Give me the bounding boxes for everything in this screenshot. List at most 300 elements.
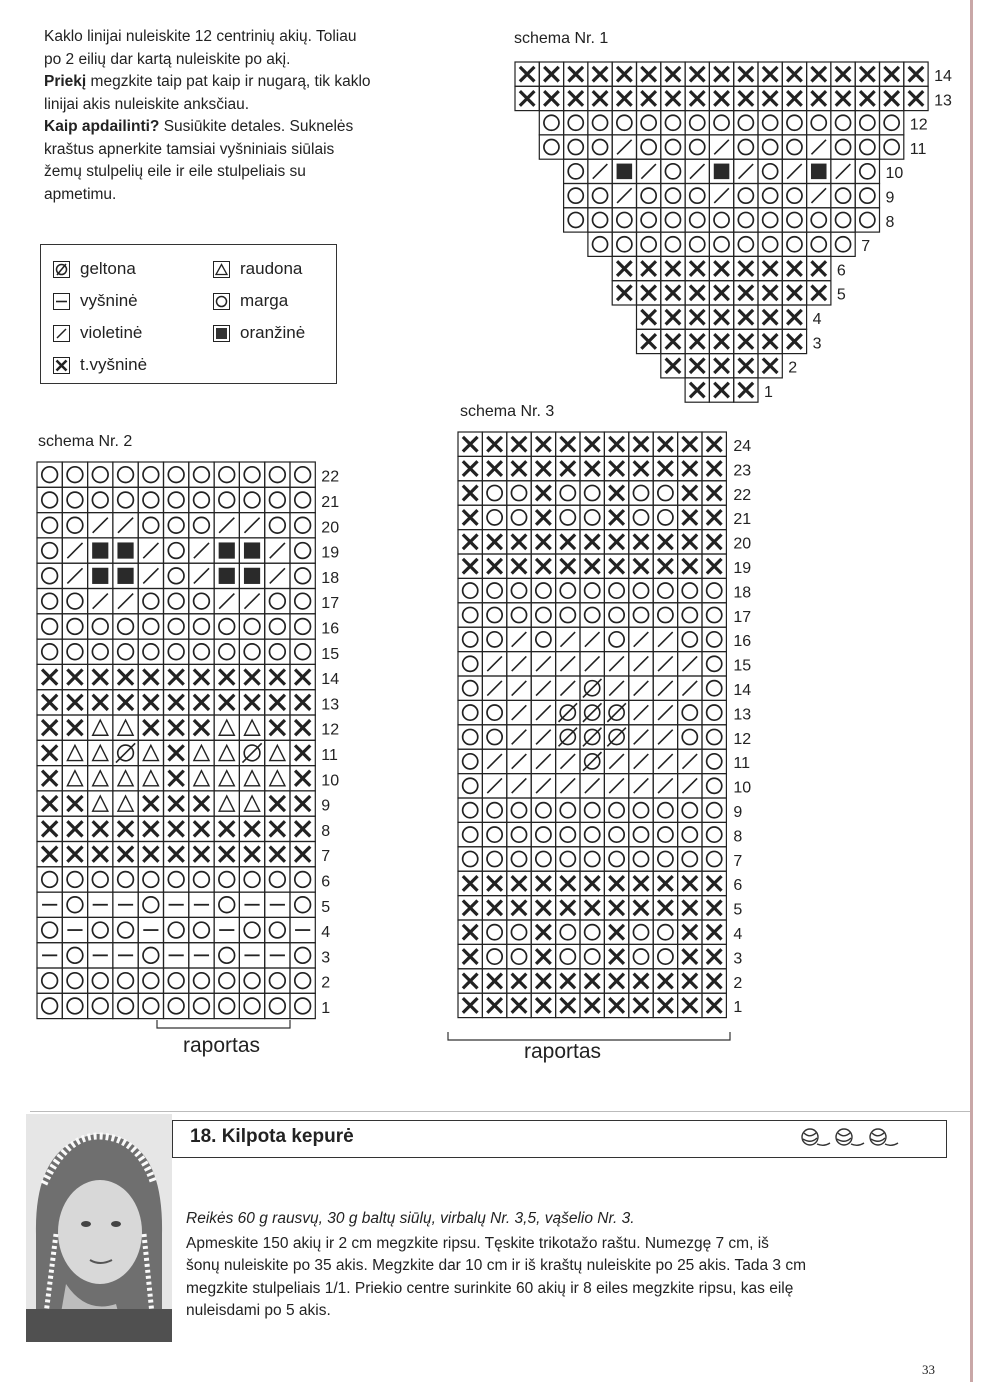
circle-cell — [629, 944, 653, 968]
cross-cell — [290, 715, 315, 740]
schema3-row-number: 20 — [733, 535, 752, 553]
circle-cell — [482, 847, 506, 871]
cross-cell — [138, 715, 163, 740]
cross-cell — [556, 896, 580, 920]
dash-cell — [214, 917, 239, 942]
circle-cell — [653, 847, 677, 871]
cross-cell — [458, 920, 482, 944]
cross-cell — [265, 842, 290, 867]
circle-cell — [88, 487, 113, 512]
slash-cell — [653, 676, 677, 700]
triangle-cell — [113, 766, 138, 791]
circle-cell — [507, 603, 531, 627]
slash-cell — [629, 749, 653, 773]
diag-circle-cell — [580, 676, 604, 700]
filled-cell — [214, 563, 239, 588]
slash-cell — [629, 725, 653, 749]
triangle-cell — [138, 766, 163, 791]
schema3-row-number: 3 — [733, 950, 743, 968]
cross-cell — [164, 842, 189, 867]
legend-label: vyšninė — [80, 291, 138, 310]
cross-cell — [290, 791, 315, 816]
schema2-row — [37, 639, 339, 664]
slash-cell — [531, 725, 555, 749]
cross-cell — [482, 896, 506, 920]
slash-cell — [580, 652, 604, 676]
child-hat-photo — [26, 1114, 172, 1342]
circle-cell — [37, 563, 62, 588]
cross-cell — [239, 690, 264, 715]
circle-cell — [604, 627, 628, 651]
slash-cell — [62, 563, 87, 588]
circle-cell — [807, 208, 831, 232]
circle-cell — [629, 505, 653, 529]
cross-cell — [164, 664, 189, 689]
cross-cell — [678, 993, 702, 1017]
diag-circle-cell — [556, 700, 580, 724]
legend-label: violetinė — [80, 323, 143, 342]
slash-cell — [113, 513, 138, 538]
slash-cell — [507, 700, 531, 724]
schema2-raportas-label: raportas — [183, 1034, 261, 1057]
circle-cell — [138, 513, 163, 538]
schema2-row — [37, 563, 339, 588]
cross-cell — [702, 554, 726, 578]
cross-cell — [62, 842, 87, 867]
cross-cell — [556, 993, 580, 1017]
cross-cell — [88, 664, 113, 689]
cross-cell — [653, 432, 677, 456]
cross-cell — [678, 481, 702, 505]
schema3-row-number: 22 — [733, 486, 752, 504]
slash-cell — [678, 749, 702, 773]
circle-cell — [507, 798, 531, 822]
instructions-line: megzkite stulpeliais 1/1. Priekio centre surinkite 60 akių ir 8 eiles megzkite ripsu, kas eilę — [186, 1279, 794, 1297]
triangle-cell — [88, 740, 113, 765]
schema3-row — [458, 847, 742, 871]
cross-cell — [653, 554, 677, 578]
schema2-row — [37, 791, 330, 816]
cross-cell — [653, 456, 677, 480]
schema3-row-number: 12 — [733, 730, 752, 748]
dash-cell — [189, 943, 214, 968]
schema1-row-number: 3 — [812, 335, 822, 353]
slash-cell — [265, 563, 290, 588]
circle-cell — [531, 627, 555, 651]
slash-cell — [138, 563, 163, 588]
dash-cell — [37, 892, 62, 917]
schema2-row-number: 11 — [321, 747, 338, 765]
circle-cell — [702, 847, 726, 871]
slash-cell — [678, 652, 702, 676]
cross-cell — [290, 816, 315, 841]
filled-cell — [239, 538, 264, 563]
cross-cell — [653, 969, 677, 993]
cross-cell — [239, 664, 264, 689]
cross-cell — [164, 740, 189, 765]
cross-cell — [702, 871, 726, 895]
cross-cell — [138, 842, 163, 867]
circle-cell — [482, 627, 506, 651]
cross-cell — [678, 505, 702, 529]
circle-cell — [265, 639, 290, 664]
circle-cell — [702, 798, 726, 822]
circle-cell — [604, 847, 628, 871]
circle-cell — [855, 135, 879, 159]
circle-cell — [37, 968, 62, 993]
cross-cell — [531, 944, 555, 968]
circle-cell — [214, 614, 239, 639]
schema3-row — [458, 822, 742, 846]
schema2-row-number: 15 — [321, 645, 340, 663]
circle-cell — [458, 774, 482, 798]
diag-circle-cell — [604, 700, 628, 724]
circle-cell — [290, 867, 315, 892]
circle-cell — [556, 798, 580, 822]
circle-cell — [458, 798, 482, 822]
cross-cell — [531, 456, 555, 480]
cross-cell — [189, 816, 214, 841]
circle-cell — [653, 920, 677, 944]
circle-cell — [458, 578, 482, 602]
dash-cell — [265, 943, 290, 968]
cross-cell — [653, 896, 677, 920]
schema2-row-number: 14 — [321, 671, 340, 689]
circle-cell — [855, 111, 879, 135]
circle-cell — [556, 481, 580, 505]
schema2-chart — [0, 0, 440, 1070]
cross-cell — [604, 530, 628, 554]
circle-cell — [290, 538, 315, 563]
cross-cell — [482, 432, 506, 456]
circle-cell — [702, 627, 726, 651]
circle-cell — [189, 487, 214, 512]
schema3-row-number: 10 — [733, 779, 752, 797]
schema3-row — [458, 700, 751, 724]
circle-cell — [189, 513, 214, 538]
cross-cell — [265, 791, 290, 816]
circle-cell — [113, 639, 138, 664]
circle-cell — [239, 867, 264, 892]
circle-cell — [164, 614, 189, 639]
cross-cell — [702, 920, 726, 944]
circle-cell — [831, 208, 855, 232]
cross-cell — [37, 664, 62, 689]
instructions-line: nuleisdami po 5 akis. — [186, 1302, 331, 1319]
schema3-row-number: 19 — [733, 560, 752, 578]
schema1-row-number: 4 — [812, 310, 822, 328]
circle-cell — [37, 513, 62, 538]
circle-cell — [113, 487, 138, 512]
triangle-cell — [265, 740, 290, 765]
schema3-row — [458, 432, 751, 456]
schema2-row — [37, 614, 339, 639]
schema3-row-number: 17 — [733, 608, 752, 626]
circle-cell — [458, 822, 482, 846]
cross-cell — [807, 62, 831, 86]
circle-cell — [164, 917, 189, 942]
cross-cell — [556, 871, 580, 895]
circle-cell — [62, 462, 87, 487]
intro-line: Kaklo linijai nuleiskite 12 centrinių akių. Toliau — [44, 28, 357, 45]
cross-cell — [62, 816, 87, 841]
cross-cell — [458, 896, 482, 920]
slash-cell — [653, 725, 677, 749]
slash-cell — [831, 159, 855, 183]
circle-cell — [113, 462, 138, 487]
circle-cell — [214, 867, 239, 892]
cross-cell — [290, 664, 315, 689]
circle-cell — [62, 968, 87, 993]
circle-cell — [164, 968, 189, 993]
circle-cell — [189, 968, 214, 993]
slash-cell — [113, 589, 138, 614]
cross-cell — [531, 481, 555, 505]
cross-cell — [214, 690, 239, 715]
circle-cell — [138, 614, 163, 639]
circle-cell — [702, 749, 726, 773]
circle-cell — [807, 111, 831, 135]
cross-cell — [629, 432, 653, 456]
slash-cell — [531, 774, 555, 798]
schema3-row-number: 15 — [733, 657, 752, 675]
legend-label: oranžinė — [240, 323, 306, 342]
schema2-row — [37, 867, 330, 892]
schema2-row-number: 5 — [321, 898, 331, 916]
slash-cell — [807, 135, 831, 159]
schema3-row-number: 14 — [733, 682, 752, 700]
cross-cell — [580, 554, 604, 578]
cross-cell — [189, 791, 214, 816]
cross-cell — [580, 871, 604, 895]
circle-cell — [239, 968, 264, 993]
cross-cell — [604, 871, 628, 895]
cross-cell — [880, 62, 904, 86]
circle-cell — [482, 603, 506, 627]
slash-cell — [482, 652, 506, 676]
triangle-cell — [62, 740, 87, 765]
cross-cell — [556, 554, 580, 578]
cross-cell — [164, 690, 189, 715]
circle-cell — [831, 184, 855, 208]
circle-cell — [458, 676, 482, 700]
slash-cell — [604, 774, 628, 798]
circle-cell — [290, 943, 315, 968]
slash-cell — [507, 676, 531, 700]
circle-cell — [604, 822, 628, 846]
circle-cell — [831, 135, 855, 159]
circle-cell — [604, 603, 628, 627]
circle-cell — [507, 847, 531, 871]
circle-cell — [265, 614, 290, 639]
circle-cell — [62, 867, 87, 892]
circle-cell — [88, 968, 113, 993]
triangle-cell — [113, 791, 138, 816]
slash-cell — [507, 725, 531, 749]
slash-cell — [531, 652, 555, 676]
triangle-cell — [62, 766, 87, 791]
circle-cell — [556, 505, 580, 529]
slash-cell — [531, 749, 555, 773]
schema2-row-number: 12 — [321, 721, 340, 739]
diag-circle-cell — [556, 725, 580, 749]
slash-cell — [653, 652, 677, 676]
cross-cell — [678, 944, 702, 968]
slash-cell — [189, 563, 214, 588]
dash-cell — [88, 892, 113, 917]
circle-cell — [189, 614, 214, 639]
cross-cell — [265, 690, 290, 715]
schema3-raportas-bracket — [448, 1032, 730, 1040]
circle-cell — [290, 614, 315, 639]
circle-cell — [62, 614, 87, 639]
circle-cell — [678, 700, 702, 724]
slash-cell — [653, 774, 677, 798]
schema2-row-number: 22 — [321, 468, 340, 486]
circle-cell — [265, 993, 290, 1018]
schema2-row-number: 17 — [321, 595, 340, 613]
circle-cell — [702, 603, 726, 627]
diag-circle-cell — [580, 700, 604, 724]
cross-cell — [458, 554, 482, 578]
schema2-row-number: 6 — [321, 873, 331, 891]
filled-cell — [88, 563, 113, 588]
cross-cell — [604, 896, 628, 920]
cross-cell — [629, 456, 653, 480]
schema1-row-number: 11 — [909, 140, 927, 158]
slash-cell — [556, 652, 580, 676]
schema3-row — [458, 993, 742, 1017]
schema2-row-number: 21 — [321, 494, 340, 512]
cross-cell — [831, 86, 855, 110]
circle-cell — [189, 993, 214, 1018]
circle-cell — [556, 822, 580, 846]
cross-cell — [653, 993, 677, 1017]
slash-cell — [88, 589, 113, 614]
cross-cell — [37, 740, 62, 765]
circle-cell — [458, 627, 482, 651]
circle-cell — [678, 603, 702, 627]
circle-cell — [507, 578, 531, 602]
yarn-balls-icon — [800, 1126, 900, 1150]
cross-cell — [239, 842, 264, 867]
schema2-row — [37, 462, 339, 487]
slash-cell — [580, 627, 604, 651]
circle-cell — [678, 627, 702, 651]
circle-cell — [678, 847, 702, 871]
circle-cell — [214, 993, 239, 1018]
intro-front-heading: Priekį — [44, 73, 87, 90]
circle-cell — [458, 847, 482, 871]
schema3-row — [458, 871, 742, 895]
diag-circle-cell — [580, 749, 604, 773]
schema3-row — [458, 920, 742, 944]
intro-line: linijai akis nuleiskite anksčiau. — [44, 95, 250, 113]
legend-label: raudona — [240, 259, 303, 278]
circle-cell — [113, 614, 138, 639]
slash-cell — [214, 513, 239, 538]
circle-cell — [653, 578, 677, 602]
circle-cell — [138, 639, 163, 664]
cross-cell — [702, 505, 726, 529]
slash-cell — [629, 700, 653, 724]
circle-cell — [580, 920, 604, 944]
circle-cell — [629, 822, 653, 846]
cross-cell — [113, 816, 138, 841]
cross-cell — [88, 816, 113, 841]
schema2-row — [37, 715, 339, 740]
cross-cell — [702, 481, 726, 505]
circle-cell — [265, 968, 290, 993]
circle-cell — [556, 603, 580, 627]
circle-cell — [37, 589, 62, 614]
schema3-row-number: 9 — [733, 804, 743, 822]
cross-cell — [807, 86, 831, 110]
schema3-row-number: 23 — [733, 462, 752, 480]
circle-cell — [290, 589, 315, 614]
slash-cell — [138, 538, 163, 563]
cross-cell — [604, 993, 628, 1017]
instructions-line: šonų nuleiskite po 35 akis. Megzkite dar 10 cm ir iš kraštų nuleiskite po 25 akis. Tada 3 cm — [186, 1257, 807, 1274]
schema1-row-number: 6 — [836, 262, 846, 280]
circle-cell — [556, 847, 580, 871]
circle-cell — [458, 749, 482, 773]
dash-cell — [189, 892, 214, 917]
cross-cell — [629, 871, 653, 895]
cross-cell — [678, 920, 702, 944]
circle-cell — [507, 944, 531, 968]
circle-cell — [629, 847, 653, 871]
circle-cell — [164, 639, 189, 664]
circle-cell — [164, 867, 189, 892]
schema2-row-number: 4 — [321, 924, 331, 942]
schema3-row — [458, 481, 751, 505]
slash-cell — [629, 627, 653, 651]
circle-cell — [653, 505, 677, 529]
circle-cell — [507, 505, 531, 529]
circle-cell — [62, 487, 87, 512]
cross-cell — [531, 969, 555, 993]
schema3-row — [458, 896, 742, 920]
circle-cell — [653, 798, 677, 822]
circle-cell — [629, 603, 653, 627]
circle-cell — [678, 798, 702, 822]
circle-cell — [88, 867, 113, 892]
cross-cell — [531, 920, 555, 944]
circle-cell — [113, 917, 138, 942]
circle-cell — [831, 232, 855, 256]
schema3-row-number: 2 — [733, 974, 743, 992]
circle-cell — [458, 603, 482, 627]
slash-cell — [556, 627, 580, 651]
dash-cell — [138, 917, 163, 942]
circle-cell — [482, 920, 506, 944]
schema3-row — [458, 725, 751, 749]
triangle-cell — [113, 715, 138, 740]
slash-cell — [482, 774, 506, 798]
circle-cell — [880, 135, 904, 159]
dash-cell — [239, 943, 264, 968]
triangle-cell — [214, 791, 239, 816]
circle-cell — [880, 111, 904, 135]
circle-cell — [702, 822, 726, 846]
circle-cell — [88, 639, 113, 664]
cross-cell — [678, 456, 702, 480]
cross-cell — [904, 86, 928, 110]
cross-cell — [556, 456, 580, 480]
cross-cell — [531, 432, 555, 456]
circle-cell — [37, 867, 62, 892]
